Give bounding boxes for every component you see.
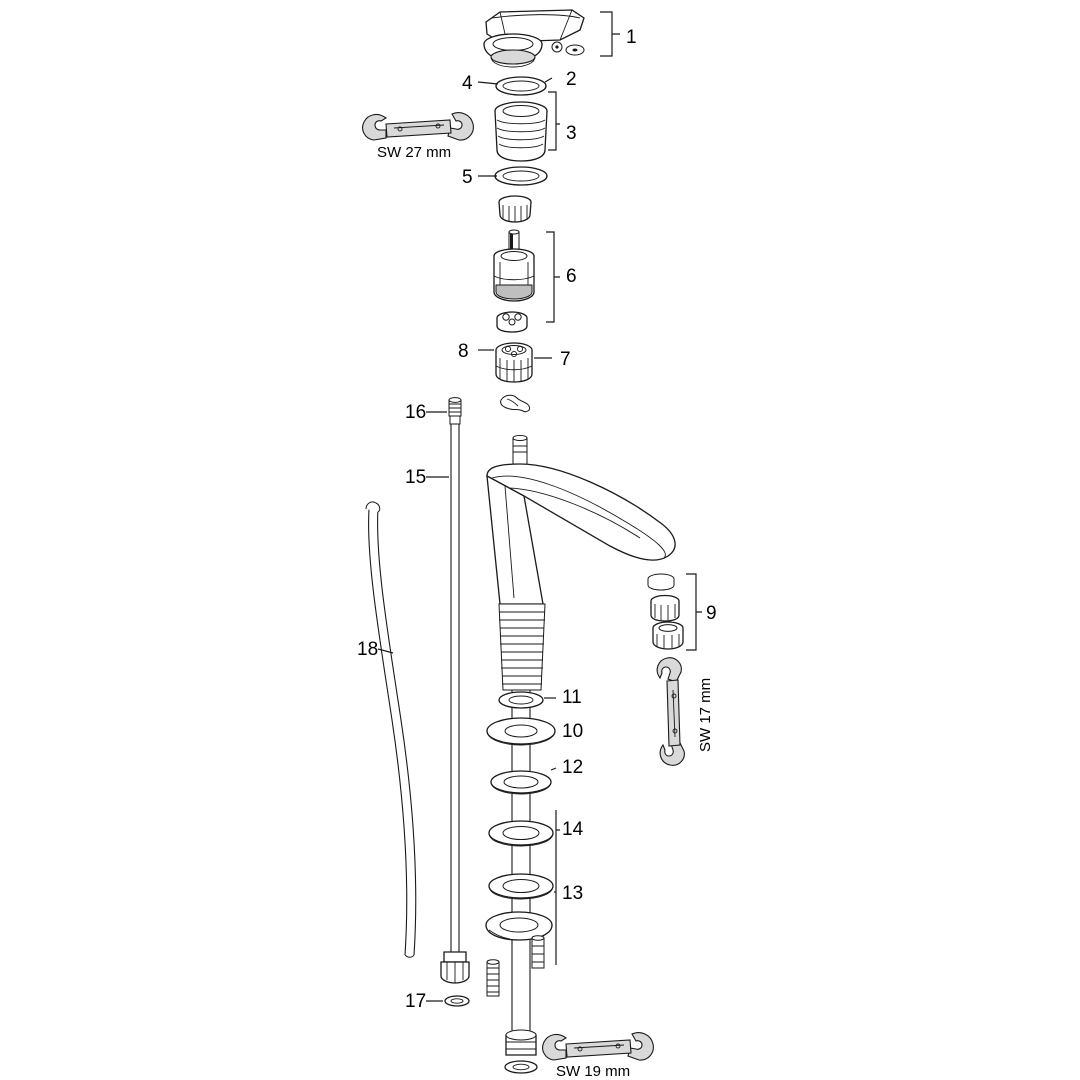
part-side-nut bbox=[532, 936, 544, 968]
part-supply-hose bbox=[441, 424, 469, 983]
callout-7: 7 bbox=[560, 349, 571, 370]
callout-3: 3 bbox=[566, 123, 577, 144]
callout-15: 15 bbox=[405, 467, 427, 488]
part-ring-14 bbox=[489, 821, 553, 846]
callout-1: 1 bbox=[626, 27, 637, 48]
callout-17: 17 bbox=[405, 991, 427, 1012]
part-pull-rod bbox=[366, 502, 416, 957]
part-ring-12 bbox=[491, 771, 551, 794]
part-toothed-ring bbox=[499, 196, 531, 222]
part-cap-bonnet bbox=[495, 102, 547, 161]
tool-label-sw17: SW 17 mm bbox=[697, 677, 714, 752]
part-stud-screw bbox=[487, 960, 499, 996]
tool-label-sw19: SW 19 mm bbox=[556, 1063, 631, 1080]
callout-9: 9 bbox=[706, 603, 717, 624]
tool-wrench-sw17 bbox=[657, 658, 684, 766]
callout-14: 14 bbox=[562, 819, 584, 840]
tool-wrench-sw19 bbox=[543, 1033, 654, 1060]
part-washer-11 bbox=[499, 692, 543, 708]
part-filter-unit bbox=[496, 343, 532, 382]
callout-16: 16 bbox=[405, 402, 427, 423]
callout-18: 18 bbox=[357, 639, 379, 660]
part-bottom-nut bbox=[505, 1030, 537, 1073]
callout-13: 13 bbox=[562, 883, 584, 904]
part-lever-handle bbox=[484, 10, 584, 67]
callout-10: 10 bbox=[562, 721, 584, 742]
part-clip bbox=[501, 395, 530, 411]
part-oring-upper bbox=[496, 77, 546, 95]
part-ring-13 bbox=[489, 874, 553, 899]
callout-4: 4 bbox=[462, 73, 473, 94]
part-oring-lower bbox=[495, 167, 547, 185]
part-washer-10 bbox=[487, 718, 555, 745]
callout-12: 12 bbox=[562, 757, 584, 778]
callout-8: 8 bbox=[458, 341, 469, 362]
part-cartridge bbox=[494, 230, 534, 332]
part-oring-17 bbox=[445, 996, 469, 1006]
tool-label-sw27: SW 27 mm bbox=[377, 144, 452, 161]
callout-11: 11 bbox=[562, 687, 582, 708]
callout-5: 5 bbox=[462, 167, 473, 188]
part-hose-nipple bbox=[449, 398, 461, 424]
callout-6: 6 bbox=[566, 266, 577, 287]
callout-2: 2 bbox=[566, 69, 577, 90]
tool-wrench-sw27 bbox=[363, 113, 474, 140]
part-aerator bbox=[648, 574, 683, 649]
